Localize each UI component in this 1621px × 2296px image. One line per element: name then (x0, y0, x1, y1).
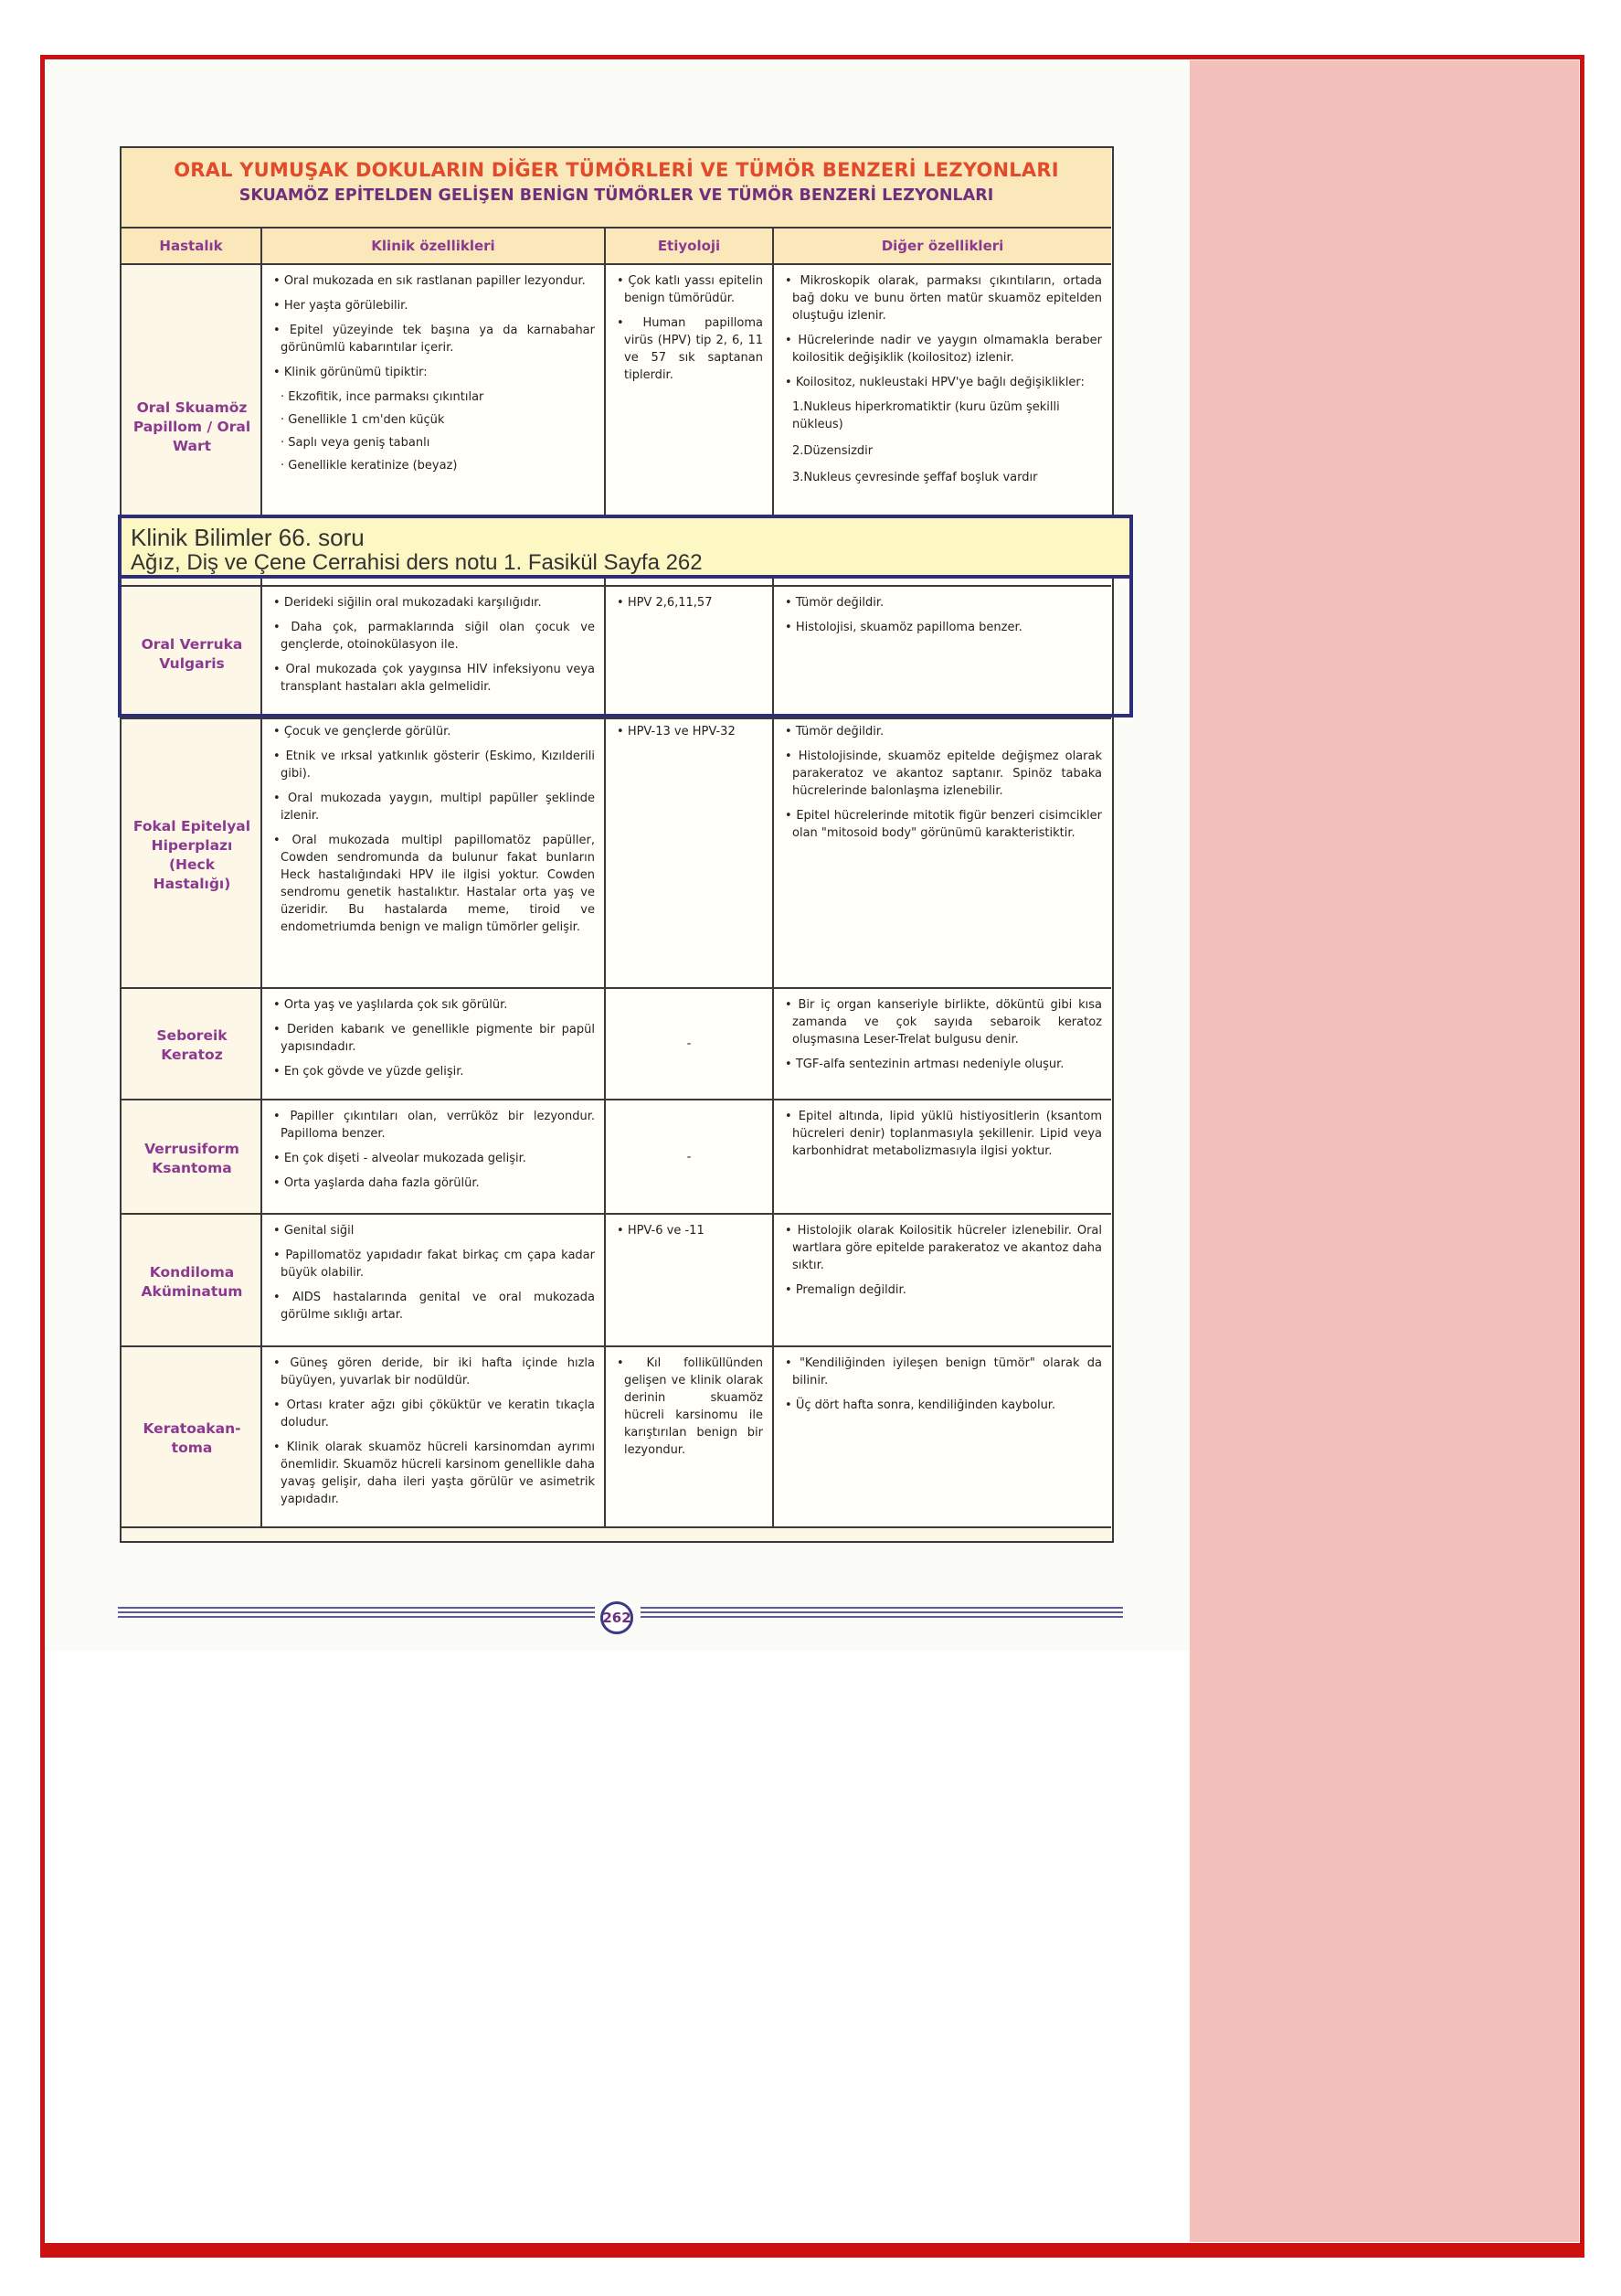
other-numbered-item: 3.Nukleus çevresinde şeffaf boşluk vardır (792, 471, 1038, 484)
clinical-item: • Ortası krater ağzı gibi çöküktür ve keratin tıkaçla doludur. (273, 1397, 595, 1431)
clinical-cell (260, 1100, 604, 1213)
other-numbered-item: 1.Nukleus hiperkromatiktir (kuru üzüm şekilli nükleus) (792, 400, 1060, 431)
clinical-item: • Etnik ve ırksal yatkınlık gösterir (Eskimo, Kızılderili gibi). (273, 748, 595, 782)
clinical-cell (260, 989, 604, 1099)
table-row (122, 989, 1111, 1100)
etiology-cell (604, 1347, 772, 1526)
side-panel (1190, 60, 1579, 2242)
table-row (122, 1215, 1111, 1347)
header-disease: Hastalık (122, 229, 260, 265)
other-item: • Mikroskopik olarak, parmaksı çıkıntıların, ortada bağ doku ve bunu örten matür skuamöz epitelden oluştuğu izlenir. (785, 272, 1102, 324)
clinical-item: • Daha çok, parmaklarında siğil olan çocuk ve gençlerde, otoinokülasyon ile. (273, 619, 595, 654)
clinical-item: • Çocuk ve gençlerde görülür. (273, 723, 595, 740)
clinical-item: • AIDS hastalarında genital ve oral mukozada görülme sıklığı artar. (273, 1289, 595, 1323)
clinical-item: • En çok dişeti - alveolar mukozada gelişir. (273, 1150, 595, 1167)
other-item: • Epitel altında, lipid yüklü histiyositlerin (ksantom hücreleri denir) toplanmasıyla şekillenir. Lipid veya karbonhidrat metabolizmasıyla ilgisi yoktur. (785, 1108, 1102, 1160)
clinical-item: • Oral mukozada çok yaygınsa HIV infeksiyonu veya transplant hastaları akla gelmelidir. (273, 661, 595, 696)
other-cell (772, 989, 1111, 1099)
annotation-source: Ağız, Diş ve Çene Cerrahisi ders notu 1. Fasikül Sayfa 262 (131, 550, 703, 575)
other-cell (772, 1100, 1111, 1213)
clinical-item: • Oral mukozada yaygın, multipl papüller şeklinde izlenir. (273, 790, 595, 824)
other-cell (772, 1215, 1111, 1345)
other-item: • Tümör değildir. (785, 723, 1102, 740)
etiology-item: • HPV-13 ve HPV-32 (617, 723, 763, 740)
other-item: • Premalign değildir. (785, 1281, 1102, 1299)
other-item: • Histolojisinde, skuamöz epitelde değişmez olarak parakeratoz ve akantoz saptanır. Spinöz tabaka hücrelerinde balonlaşma izlenebilir. (785, 748, 1102, 800)
etiology-cell (604, 1100, 772, 1213)
header-etiology: Etiyoloji (604, 229, 772, 265)
etiology-item: • Çok katlı yassı epitelin benign tümörüdür. (617, 272, 763, 307)
clinical-item: • Güneş gören deride, bir iki hafta içinde hızla büyüyen, yuvarlak bir nodüldür. (273, 1355, 595, 1389)
other-item: • Hücrelerinde nadir ve yaygın olmamakla beraber koilositik değişiklik (koilositoz) izlenir. (785, 332, 1102, 367)
table-subtitle: SKUAMÖZ EPİTELDEN GELİŞEN BENİGN TÜMÖRLER VE TÜMÖR BENZERİ LEZYONLARI (238, 186, 994, 205)
clinical-item: • Papiller çıkıntıları olan, verrüköz bir lezyondur. Papilloma benzer. (273, 1108, 595, 1143)
clinical-item: • Klinik görünümü tipiktir: (273, 364, 595, 381)
other-item: • TGF-alfa sentezinin artması nedeniyle oluşur. (785, 1056, 1102, 1073)
other-item: • Histolojik olarak Koilositik hücreler izlenebilir. Oral wartlara göre epitelde parakeratoz ve akantoz daha sıktır. (785, 1222, 1102, 1274)
table-title-box (122, 148, 1111, 229)
disease-name: Fokal Epitelyal Hiperplazı (Heck Hastalığı) (122, 719, 260, 987)
table-row (122, 719, 1111, 989)
etiology-cell (604, 719, 772, 987)
clinical-item: • Oral mukozada multipl papillomatöz papüller, Cowden sendromunda da bulunur fakat bunların Heck hastalığındaki HPV ile ilgisi yoktur. Cowden sendromu genetik hastalıktır. Hastalar orta yaş ve üzeridir. Bu hastalarda meme, tiroid ve endometriumda benign ve malign tümörler gelişir. (273, 832, 595, 936)
other-cell (772, 719, 1111, 987)
clinical-subitem: · Saplı veya geniş tabanlı (281, 434, 595, 452)
clinical-item: • Papillomatöz yapıdadır fakat birkaç cm çapa kadar büyük olabilir. (273, 1247, 595, 1281)
disease-name: Kondiloma Aküminatum (122, 1215, 260, 1345)
clinical-subitem: · Genellikle 1 cm'den küçük (281, 411, 595, 429)
etiology-empty: - (686, 1036, 692, 1051)
table-row (122, 1100, 1111, 1215)
other-item: • Tümör değildir. (785, 594, 1102, 611)
other-item: • Epitel hücrelerinde mitotik figür benzeri cisimcikler olan "mitosoid body" görünümü karakteristiktir. (785, 807, 1102, 842)
clinical-subitem: · Genellikle keratinize (beyaz) (281, 457, 595, 474)
clinical-item: • Derideki siğilin oral mukozadaki karşılığıdır. (273, 594, 595, 611)
clinical-cell (260, 1215, 604, 1345)
disease-name: Seboreik Keratoz (122, 989, 260, 1099)
disease-name: Keratoakan-toma (122, 1347, 260, 1526)
other-item: • Koilositoz, nukleustaki HPV'ye bağlı değişiklikler: (785, 374, 1102, 391)
lesion-table (120, 146, 1114, 1543)
etiology-cell (604, 989, 772, 1099)
clinical-item: • Orta yaş ve yaşlılarda çok sık görülür. (273, 996, 595, 1014)
etiology-item: • Kıl folliküllünden gelişen ve klinik olarak derinin skuamöz hücreli karsinomu ile karıştırılan benign bir lezyondur. (617, 1355, 763, 1459)
clinical-item: • Deriden kabarık ve genellikle pigmente bir papül yapısındadır. (273, 1021, 595, 1056)
page-number: 262 (600, 1601, 633, 1634)
clinical-cell (260, 1347, 604, 1526)
clinical-cell (260, 719, 604, 987)
clinical-item: • Genital siğil (273, 1222, 595, 1239)
table-title: ORAL YUMUŞAK DOKULARIN DİĞER TÜMÖRLERİ VE TÜMÖR BENZERİ LEZYONLARI (174, 159, 1059, 181)
clinical-item: • Epitel yüzeyinde tek başına ya da karnabahar görünümlü kabarıntılar içerir. (273, 322, 595, 356)
etiology-item: • HPV 2,6,11,57 (617, 594, 763, 611)
annotation-label-box (122, 518, 1129, 579)
clinical-item: • Oral mukozada en sık rastlanan papiller lezyondur. (273, 272, 595, 290)
annotation-overlay (118, 515, 1133, 718)
clinical-subitem: · Ekzofitik, ince parmaksı çıkıntılar (281, 388, 595, 406)
other-item: • Bir iç organ kanseriyle birlikte, döküntü gibi kısa zamanda ve çok sayıda sebaroik keratoz oluşmasına Leser-Trelat bulgusu denir. (785, 996, 1102, 1048)
footer-rule-left (118, 1607, 595, 1620)
other-item: • Üç dört hafta sonra, kendiliğinden kaybolur. (785, 1397, 1102, 1414)
etiology-item: • HPV-6 ve -11 (617, 1222, 763, 1239)
disease-name: Oral Skuamöz Papillom / Oral Wart (122, 265, 260, 585)
disease-name: Oral Verruka Vulgaris (122, 587, 260, 718)
clinical-item: • Orta yaşlarda daha fazla görülür. (273, 1175, 595, 1192)
etiology-cell (604, 1215, 772, 1345)
clinical-item: • Klinik olarak skuamöz hücreli karsinomdan ayrımı önemlidir. Skuamöz hücreli karsinom genellikle daha yavaş gelişir, daha ileri yaşta görülür ve asimetrik yapıdadır. (273, 1439, 595, 1508)
page-footer (118, 1601, 1123, 1634)
clinical-item: • Her yaşta görülebilir. (273, 297, 595, 314)
header-other: Diğer özellikleri (772, 229, 1111, 265)
other-cell (772, 1347, 1111, 1526)
clinical-item: • En çok gövde ve yüzde gelişir. (273, 1063, 595, 1080)
other-item: • Histolojisi, skuamöz papilloma benzer. (785, 619, 1102, 636)
other-item: • "Kendiliğinden iyileşen benign tümör" olarak da bilinir. (785, 1355, 1102, 1389)
table-row (122, 1347, 1111, 1528)
footer-rule-right (641, 1607, 1123, 1620)
etiology-empty: - (686, 1150, 692, 1164)
header-clinical: Klinik özellikleri (260, 229, 604, 265)
other-numbered-item: 2.Düzensizdir (792, 444, 874, 458)
annotation-title: Klinik Bilimler 66. soru (131, 524, 365, 551)
etiology-item: • Human papilloma virüs (HPV) tip 2, 6, 11 ve 57 sık saptanan tiplerdir. (617, 314, 763, 384)
disease-name: Verrusiform Ksantoma (122, 1100, 260, 1213)
